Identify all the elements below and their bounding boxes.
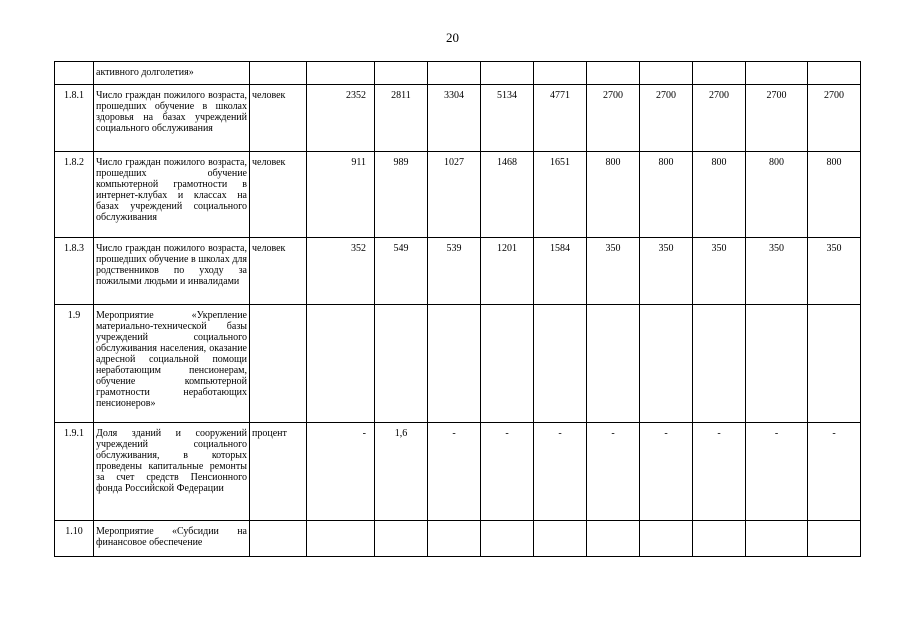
- row-unit-cell: [250, 62, 307, 85]
- row-value-cell-1: 911: [307, 152, 375, 238]
- row-value-cell-9: -: [746, 423, 808, 521]
- row-value-cell-10: [808, 62, 861, 85]
- row-value-cell-3: 3304: [428, 85, 481, 152]
- row-unit-cell: [250, 305, 307, 423]
- table-row: [55, 305, 861, 423]
- table-row: [55, 152, 861, 238]
- row-description-cell: Число граждан пожилого возраста, прошедших обучение в школах для родственников по уходу за пожилыми людьми и инвалидами: [94, 238, 250, 305]
- row-value-cell-2: 989: [375, 152, 428, 238]
- row-value-cell-10: [808, 521, 861, 557]
- row-value-cell-4: 1468: [481, 152, 534, 238]
- row-unit-cell: человек: [250, 85, 307, 152]
- row-value-cell-2: [375, 62, 428, 85]
- row-value-cell-1: 352: [307, 238, 375, 305]
- row-number-cell: 1.8.1: [55, 85, 94, 152]
- row-unit-cell: процент: [250, 423, 307, 521]
- row-value-cell-7: 350: [640, 238, 693, 305]
- row-value-cell-7: 800: [640, 152, 693, 238]
- row-value-cell-5: [534, 305, 587, 423]
- row-description-cell: Доля зданий и сооружений учреждений социального обслуживания, в которых проведены капитальные ремонты за счет средств Пенсионного фонда Российской Федерации: [94, 423, 250, 521]
- row-value-cell-5: 1584: [534, 238, 587, 305]
- row-value-cell-8: [693, 521, 746, 557]
- row-value-cell-2: 1,6: [375, 423, 428, 521]
- row-description-cell: активного долголетия»: [94, 62, 250, 85]
- row-value-cell-5: 4771: [534, 85, 587, 152]
- page-number: 20: [446, 30, 459, 45]
- row-number-cell: 1.9.1: [55, 423, 94, 521]
- row-value-cell-8: 350: [693, 238, 746, 305]
- row-value-cell-5: 1651: [534, 152, 587, 238]
- table-row: [55, 238, 861, 305]
- row-number-cell: 1.8.3: [55, 238, 94, 305]
- row-value-cell-3: [428, 521, 481, 557]
- row-value-cell-3: [428, 62, 481, 85]
- row-value-cell-6: [587, 521, 640, 557]
- row-value-cell-8: [693, 305, 746, 423]
- table-row: [55, 423, 861, 521]
- row-number-cell: 1.10: [55, 521, 94, 557]
- row-value-cell-3: 539: [428, 238, 481, 305]
- row-value-cell-4: 1201: [481, 238, 534, 305]
- row-number-cell: 1.8.2: [55, 152, 94, 238]
- row-value-cell-9: 2700: [746, 85, 808, 152]
- row-value-cell-6: 350: [587, 238, 640, 305]
- row-value-cell-7: 2700: [640, 85, 693, 152]
- row-value-cell-9: [746, 62, 808, 85]
- row-value-cell-5: [534, 521, 587, 557]
- row-value-cell-10: 350: [808, 238, 861, 305]
- row-value-cell-5: [534, 62, 587, 85]
- row-value-cell-4: 5134: [481, 85, 534, 152]
- table-row: [55, 85, 861, 152]
- data-table: [54, 61, 861, 557]
- row-value-cell-1: [307, 521, 375, 557]
- row-value-cell-10: 800: [808, 152, 861, 238]
- row-value-cell-7: [640, 521, 693, 557]
- row-value-cell-1: [307, 62, 375, 85]
- row-number-cell: [55, 62, 94, 85]
- row-value-cell-6: -: [587, 423, 640, 521]
- row-value-cell-8: 2700: [693, 85, 746, 152]
- row-value-cell-3: 1027: [428, 152, 481, 238]
- row-value-cell-9: 800: [746, 152, 808, 238]
- row-unit-cell: человек: [250, 238, 307, 305]
- row-value-cell-3: -: [428, 423, 481, 521]
- row-description-cell: Мероприятие «Субсидии на финансовое обеспечение: [94, 521, 250, 557]
- row-value-cell-7: [640, 305, 693, 423]
- row-value-cell-4: [481, 305, 534, 423]
- row-value-cell-3: [428, 305, 481, 423]
- row-value-cell-6: [587, 305, 640, 423]
- row-value-cell-4: -: [481, 423, 534, 521]
- row-value-cell-1: 2352: [307, 85, 375, 152]
- row-value-cell-10: [808, 305, 861, 423]
- row-value-cell-8: -: [693, 423, 746, 521]
- row-value-cell-8: 800: [693, 152, 746, 238]
- table-row: [55, 62, 861, 85]
- row-value-cell-6: 800: [587, 152, 640, 238]
- row-description-cell: Мероприятие «Укрепление материально-технической базы учреждений социального обслуживания населения, оказание адресной социальной помощи неработающим пенсионерам, обучение компьютерной грамотности неработающих пенсионеров»: [94, 305, 250, 423]
- table-row: [55, 521, 861, 557]
- row-unit-cell: [250, 521, 307, 557]
- row-description-cell: Число граждан пожилого возраста, прошедших обучение компьютерной грамотности в интернет-клубах и классах на базах учреждений социального обслуживания: [94, 152, 250, 238]
- row-value-cell-7: [640, 62, 693, 85]
- row-value-cell-6: [587, 62, 640, 85]
- row-value-cell-2: 549: [375, 238, 428, 305]
- row-description-cell: Число граждан пожилого возраста, прошедших обучение в школах здоровья на базах учреждений социального обслуживания: [94, 85, 250, 152]
- row-value-cell-1: [307, 305, 375, 423]
- row-value-cell-4: [481, 62, 534, 85]
- row-value-cell-10: 2700: [808, 85, 861, 152]
- table-body: [55, 62, 861, 557]
- row-value-cell-10: -: [808, 423, 861, 521]
- row-number-cell: 1.9: [55, 305, 94, 423]
- row-value-cell-9: 350: [746, 238, 808, 305]
- row-value-cell-1: -: [307, 423, 375, 521]
- row-value-cell-2: [375, 305, 428, 423]
- row-unit-cell: человек: [250, 152, 307, 238]
- row-value-cell-8: [693, 62, 746, 85]
- row-value-cell-7: -: [640, 423, 693, 521]
- row-value-cell-4: [481, 521, 534, 557]
- row-value-cell-9: [746, 521, 808, 557]
- row-value-cell-6: 2700: [587, 85, 640, 152]
- row-value-cell-5: -: [534, 423, 587, 521]
- row-value-cell-2: 2811: [375, 85, 428, 152]
- row-value-cell-9: [746, 305, 808, 423]
- row-value-cell-2: [375, 521, 428, 557]
